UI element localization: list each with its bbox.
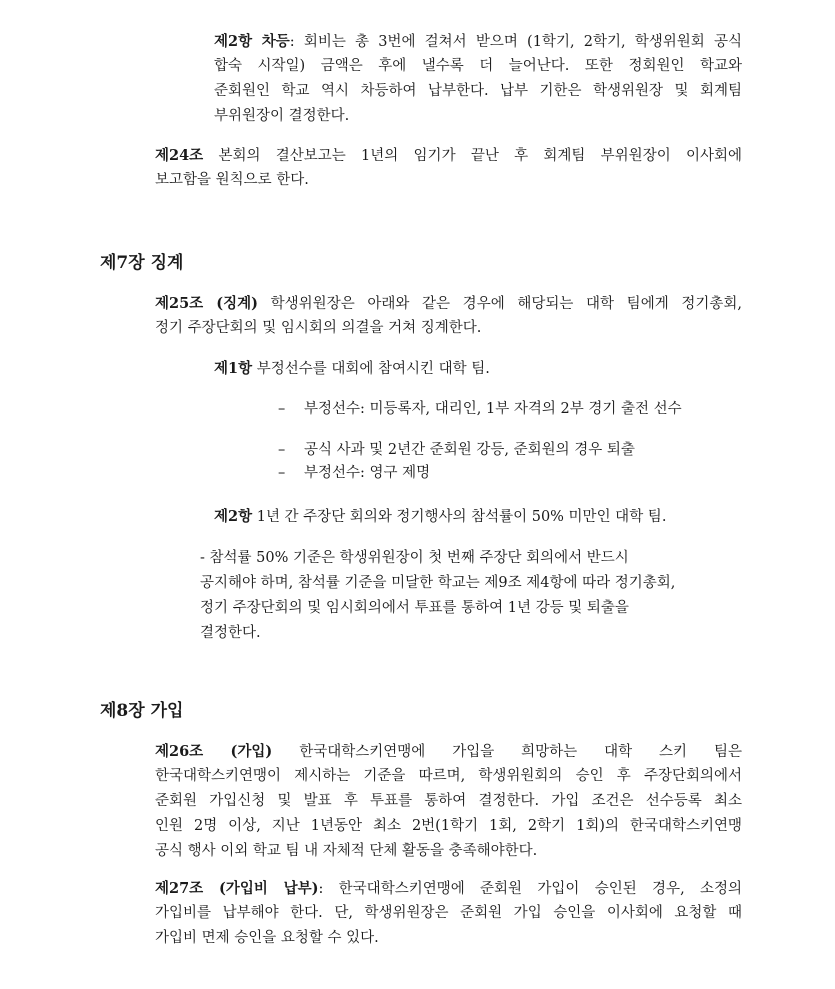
article-label: 제25조 (징계)	[155, 295, 259, 312]
paragraph-line: 제27조 (가입비 납부): 한국대학스키연맹에 준회원 가입이 승인된 경우, 소정의	[155, 880, 743, 897]
paragraph-line: 인원 2명 이상, 지난 1년동안 최소 2번(1학기 1회, 2학기 1회)의 한국대학스키연맹	[155, 818, 742, 834]
chapter-8-heading: 제8장 가입	[100, 701, 184, 721]
list-item: – 부정선수: 미등록자, 대리인, 1부 자격의 2부 경기 출전 선수	[278, 397, 682, 422]
paragraph-line: 가입비를 납부해야 한다. 단, 학생위원장은 준회원 가입 승인을 이사회에 요청할 때	[155, 905, 742, 921]
article-label: 제24조	[155, 147, 204, 164]
paragraph-line: 한국대학스키연맹이 제시하는 기준을 따르며, 학생위원회의 승인 후 주장단회의에서	[155, 768, 742, 784]
attendance-note	[200, 546, 675, 646]
clause-label: 제2항 차등	[214, 33, 290, 50]
clause-1: 제1항 부정선수를 대회에 참여시킨 대학 팀.	[214, 360, 490, 377]
clause-label: 제1항	[214, 360, 253, 377]
list-item: – 공식 사과 및 2년간 준회원 강등, 준회원의 경우 퇴출	[278, 438, 635, 463]
article-25	[155, 291, 742, 341]
paragraph-line: 정기 주장단회의 및 임시회의에서 투표를 통하여 1년 강등 및 퇴출을	[200, 600, 629, 616]
paragraph-line: 부위원장이 결정한다.	[214, 108, 350, 124]
paragraph-line: 공지해야 하며, 참석률 기준을 미달한 학교는 제9조 제4항에 따라 정기총회,	[200, 575, 676, 591]
clause-2-differential	[214, 29, 742, 129]
clause-label: 제2항	[214, 508, 253, 525]
list-item: – 부정선수: 영구 제명	[278, 461, 430, 486]
article-label: 제27조 (가입비 납부)	[155, 880, 319, 897]
paragraph-line: 제26조 (가입) 한국대학스키연맹에 가입을 희망하는 대학 스키 팀은	[155, 743, 742, 760]
dash-marker: –	[278, 465, 286, 481]
paragraph-line: 보고함을 원칙으로 한다.	[155, 172, 309, 188]
paragraph-line: 합숙 시작일) 금액은 후에 낼수록 더 늘어난다. 또한 정회원인 학교와	[214, 58, 742, 74]
paragraph-line: - 참석률 50% 기준은 학생위원장이 첫 번째 주장단 회의에서 반드시	[200, 550, 629, 566]
article-26	[155, 739, 742, 864]
chapter-7-heading: 제7장 징계	[100, 253, 184, 273]
article-24	[155, 143, 742, 193]
article-label: 제26조 (가입)	[155, 743, 273, 760]
paragraph-line: 정기 주장단회의 및 임시회의 의결을 거쳐 징계한다.	[155, 320, 482, 336]
paragraph-line: 제2항 차등: 회비는 총 3번에 걸쳐서 받으며 (1학기, 2학기, 학생위원회 공식	[214, 33, 743, 50]
paragraph-line: 준회원인 학교 역시 차등하여 납부한다. 납부 기한은 학생위원장 및 회계팀	[214, 83, 742, 99]
paragraph-line: 제25조 (징계) 학생위원장은 아래와 같은 경우에 해당되는 대학 팀에게 정기총회,	[155, 295, 742, 312]
dash-marker: –	[278, 442, 286, 458]
dash-marker: –	[278, 401, 286, 417]
paragraph-line: 결정한다.	[200, 625, 261, 641]
paragraph-line: 가입비 면제 승인을 요청할 수 있다.	[155, 930, 379, 946]
article-27	[155, 876, 742, 951]
paragraph-line: 공식 행사 이외 학교 팀 내 자체적 단체 활동을 충족해야한다.	[155, 843, 538, 859]
clause-2: 제2항 1년 간 주장단 회의와 정기행사의 참석률이 50% 미만인 대학 팀.	[214, 508, 667, 525]
paragraph-line: 준회원 가입신청 및 발표 후 투표를 통하여 결정한다. 가입 조건은 선수등록 최소	[155, 793, 742, 809]
paragraph-line: 제24조 본회의 결산보고는 1년의 임기가 끝난 후 회계팀 부위원장이 이사회에	[155, 147, 742, 164]
